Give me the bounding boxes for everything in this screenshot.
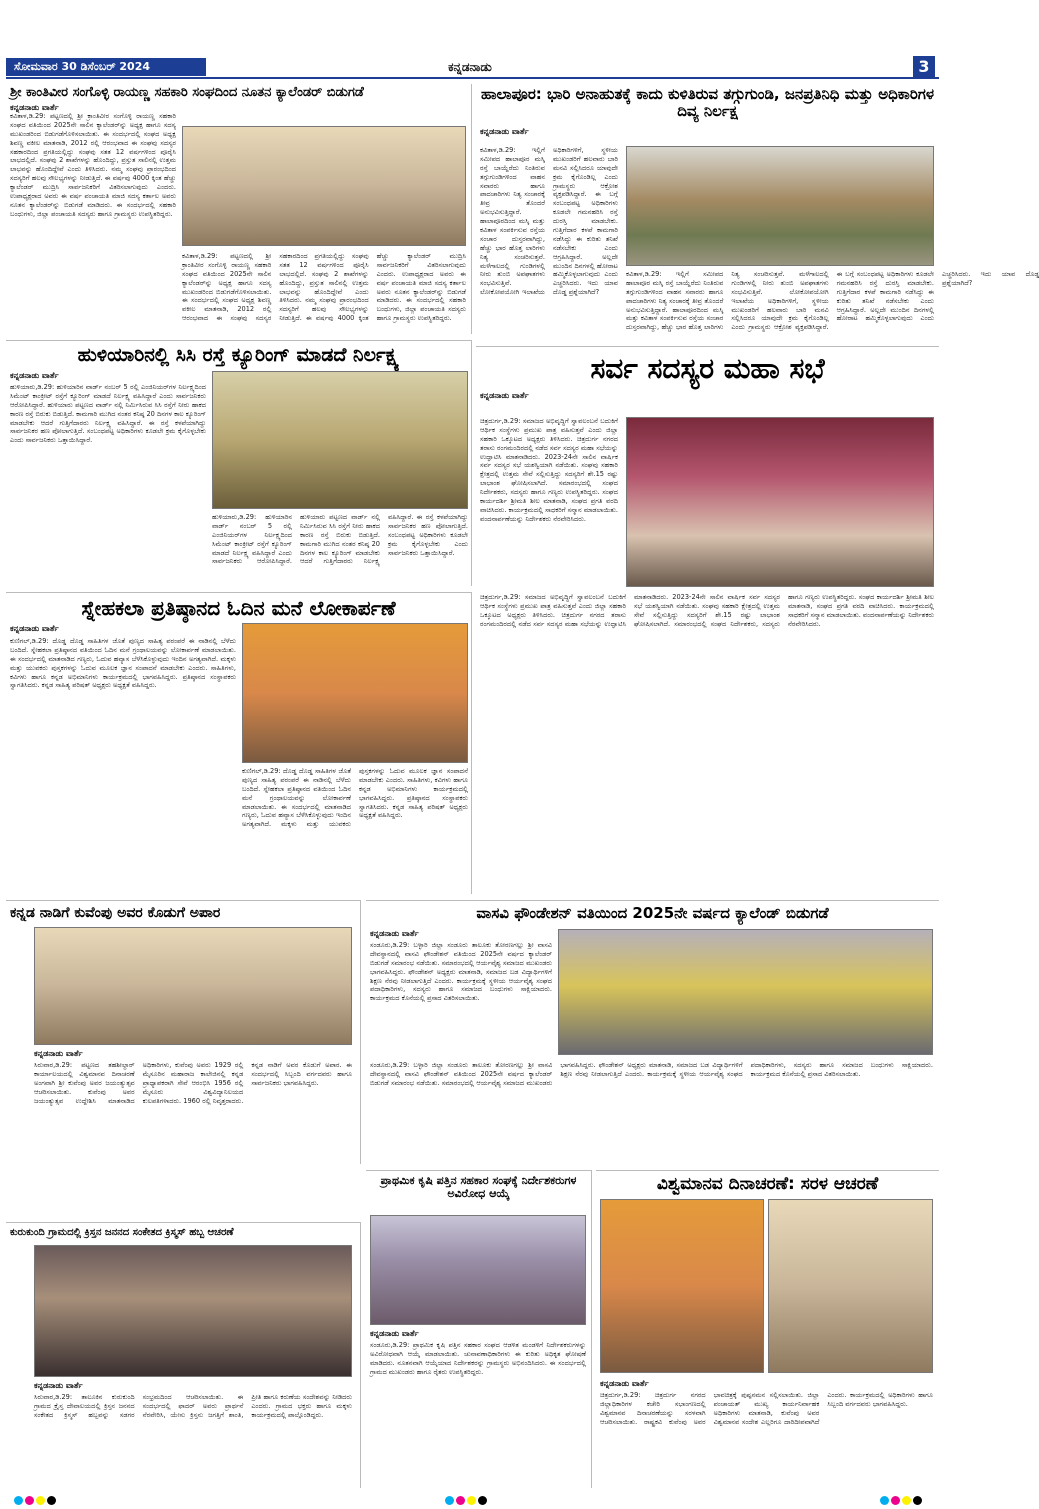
registration-marks-left: [14, 1490, 74, 1502]
article-body: ಸಂಡೂರು,ಡಿ.29: ಬಳ್ಳಾರಿ ಜಿಲ್ಲಾ ಸಂಡೂರು ತಾಲೂಕು ತೋರಣಗಲ್ಲು ಶ್ರೀ ವಾಸವಿ ದೇವಸ್ಥಾನದಲ್ಲಿ ವಾಸವಿ ಫೌಂಡೇಶನ್ ವತಿಯಿಂದ 2025ನೇ ವರ್ಷದ ಕ್ಯಾಲೆಂಡರ್ ಬಿಡುಗಡೆ ಸಮಾರಂಭ ನಡೆಯಿತು. ಸಮಾರಂಭದಲ್ಲಿ ಆರ್ಯವೈಶ್ಯ ಸಮಾಜದ ಮುಖಂಡರು ಭಾಗವಹಿಸಿದ್ದರು. ಫೌಂಡೇಶನ್ ಅಧ್ಯಕ್ಷರು ಮಾತನಾಡಿ, ಸಮಾಜದ ಬಡ ವಿದ್ಯಾರ್ಥಿಗಳಿಗೆ ಶಿಕ್ಷಣ ನೆರವು ನೀಡಲಾಗುತ್ತಿದೆ ಎಂದರು. ಕಾರ್ಯಕ್ರಮಕ್ಕೆ ಸ್ಥಳೀಯ ಆರ್ಯವೈಶ್ಯ ಸಂಘದ ಪದಾಧಿಕಾರಿಗಳು, ಸದಸ್ಯರು ಹಾಗೂ ಸಮಾಜದ ಬಂಧುಗಳು ಸಾಕ್ಷಿಯಾದರು. ಕಾರ್ಯಕ್ರಮದ ಕೊನೆಯಲ್ಲಿ ಪ್ರಸಾದ ವಿತರಿಸಲಾಯಿತು.: [370, 941, 552, 1003]
article-pacs-directors: [366, 1170, 592, 1488]
article-body-continued: ಚಿತ್ರದುರ್ಗ,ಡಿ.29: ಸಮಾಜದ ಅಭಿವೃದ್ಧಿಗೆ ಸ್ವಾವಲಂಬನೆ ಬದುಕಿಗೆ ಆರ್ಥಿಕ ಸಂಸ್ಥೆಗಳು ಪ್ರಮುಖ ಪಾತ್ರ ವಹಿಸುತ್ತವೆ ಎಂದು ಜಿಲ್ಲಾ ಸಹಕಾರಿ ಒಕ್ಕೂಟದ ಅಧ್ಯಕ್ಷರು ತಿಳಿಸಿದರು. ಚಿತ್ರದುರ್ಗ ನಗರದ ತರಾಸು ರಂಗಮಂದಿರದಲ್ಲಿ ನಡೆದ ಸರ್ವ ಸದಸ್ಯರ ಮಹಾ ಸಭೆಯನ್ನು ಉದ್ಘಾಟಿಸಿ ಮಾತನಾಡಿದರು. 2023-24ನೇ ಸಾಲಿನ ವಾರ್ಷಿಕ ಸರ್ವ ಸದಸ್ಯರ ಸಭೆ ಯಶಸ್ವಿಯಾಗಿ ನಡೆಯಿತು. ಸಂಘವು ಸಹಕಾರಿ ಕ್ಷೇತ್ರದಲ್ಲಿ ಉತ್ತಮ ಸೇವೆ ಸಲ್ಲಿಸುತ್ತಿದ್ದು ಸದಸ್ಯರಿಗೆ ಶೇ.15 ರಷ್ಟು ಲಾಭಾಂಶ ಘೋಷಿಸಲಾಗಿದೆ. ಸಮಾರಂಭದಲ್ಲಿ ಸಂಘದ ನಿರ್ದೇಶಕರು, ಸದಸ್ಯರು ಹಾಗೂ ಗಣ್ಯರು ಉಪಸ್ಥಿತರಿದ್ದರು. ಸಂಘದ ಕಾರ್ಯದರ್ಶಿ ಶ್ರೀಮತಿ ಶೀಲ ಮಾತನಾಡಿ, ಸಂಘದ ಪ್ರಗತಿ ವರದಿ ವಾಚಿಸಿದರು. ಕಾರ್ಯಕ್ರಮದಲ್ಲಿ ಸಾಧಕರಿಗೆ ಸನ್ಮಾನ ಮಾಡಲಾಯಿತು. ವಂದನಾರ್ಪಣೆಯನ್ನು ನಿರ್ದೇಶಕರು ನೆರವೇರಿಸಿದರು.: [480, 593, 935, 628]
article-vasavi-calendar: [366, 900, 939, 1164]
article-photo: [370, 1215, 586, 1325]
article-general-body-meeting: [476, 346, 939, 894]
article-christmas-kurukundi: [6, 1222, 361, 1488]
article-headline: ವಿಶ್ವಮಾನವ ದಿನಾಚರಣೆ: ಸರಳ ಆಚರಣೆ: [656, 1174, 879, 1194]
article-body: ಸಿರುವಾರ,ಡಿ.29: ಪಟ್ಟಣದ ತಹಶೀಲ್ದಾರ್ ಕಾರ್ಯಾಲಯದಲ್ಲಿ ವಿಶ್ವಮಾನವ ದಿನಾಚರಣೆ ಅಂಗವಾಗಿ ಶ್ರೀ ಕುವೆಂಪು ಅವರ ಜಯಂತ್ಯುತ್ಸವ ಆಚರಿಸಲಾಯಿತು. ಕುವೆಂಪು ಅವರ ಜಯಂತ್ಯುತ್ಸವ ಉದ್ದೇಶಿಸಿ ಮಾತನಾಡಿದ ಅಧಿಕಾರಿಗಳು, ಕುವೆಂಪು ಅವರು 1929 ರಲ್ಲಿ ಮೈಸೂರಿನ ಮಹಾರಾಜ ಕಾಲೇಜಿನಲ್ಲಿ ಕನ್ನಡ ಪ್ರಾಧ್ಯಾಪಕರಾಗಿ ಸೇವೆ ಆರಂಭಿಸಿ 1956 ರಲ್ಲಿ ಮೈಸೂರು ವಿಶ್ವವಿದ್ಯಾನಿಲಯದ ಕುಲಪತಿಗಳಾದರು. 1960 ರಲ್ಲಿ ನಿವೃತ್ತರಾದರು. ಕನ್ನಡ ನಾಡಿಗೆ ಅವರ ಕೊಡುಗೆ ಅಪಾರ. ಈ ಸಂದರ್ಭದಲ್ಲಿ ಸಿಬ್ಬಂದಿ ವರ್ಗದವರು ಹಾಗೂ ಸಾರ್ವಜನಿಕರು ಭಾಗವಹಿಸಿದ್ದರು.: [34, 1061, 352, 1105]
article-halapura-road: [476, 84, 1039, 342]
page-header: [0, 0, 945, 78]
article-byline: ಕನ್ನಡನಾಡು ವಾರ್ತೆ: [10, 624, 59, 633]
article-photo: [212, 371, 468, 509]
article-body-continued: ಕುಣಿಗಲ್,ಡಿ.29: ದೊಡ್ಡ ದೊಡ್ಡ ಸಾಹಿತಿಗಳ ಜೊತೆ ಪುಣ್ಯದ ಸಾಹಿತ್ಯ ಪರಂಪರೆ ಈ ನಾಡಿನಲ್ಲಿ ಬೆಳೆದು ಬಂದಿದೆ. ಸ್ನೇಹಕಲಾ ಪ್ರತಿಷ್ಠಾನದ ವತಿಯಿಂದ ಓದಿನ ಮನೆ ಗ್ರಂಥಾಲಯವನ್ನು ಲೋಕಾರ್ಪಣೆ ಮಾಡಲಾಯಿತು. ಈ ಸಂದರ್ಭದಲ್ಲಿ ಮಾತನಾಡಿದ ಗಣ್ಯರು, ಓದುವ ಹವ್ಯಾಸ ಬೆಳೆಸಿಕೊಳ್ಳುವುದು ಇಂದಿನ ಅಗತ್ಯವಾಗಿದೆ. ಮಕ್ಕಳು ಮತ್ತು ಯುವಕರು ಪುಸ್ತಕಗಳನ್ನು ಓದುವ ಮೂಲಕ ಜ್ಞಾನ ಸಂಪಾದನೆ ಮಾಡಬೇಕು ಎಂದರು. ಸಾಹಿತಿಗಳು, ಕವಿಗಳು ಹಾಗೂ ಕನ್ನಡ ಅಭಿಮಾನಿಗಳು ಕಾರ್ಯಕ್ರಮದಲ್ಲಿ ಭಾಗವಹಿಸಿದ್ದರು. ಪ್ರತಿಷ್ಠಾನದ ಸಂಸ್ಥಾಪಕರು ಸ್ವಾಗತಿಸಿದರು. ಕನ್ನಡ ಸಾಹಿತ್ಯ ಪರಿಷತ್ ಅಧ್ಯಕ್ಷರು ಅಧ್ಯಕ್ಷತೆ ವಹಿಸಿದ್ದರು.: [242, 767, 468, 829]
header-rule: [6, 77, 939, 79]
article-body: ಸಿರುವಾರ,ಡಿ.29: ತಾಲೂಕಿನ ಕುರುಕುಂದಿ ಗ್ರಾಮದ ಕ್ರೈಸ್ತ ದೇವಾಲಯದಲ್ಲಿ ಕ್ರಿಸ್ತನ ಜನನದ ಸಂಕೇತದ ಕ್ರಿಸ್ಮಸ್ ಹಬ್ಬವನ್ನು ಸಡಗರ ಸಂಭ್ರಮದಿಂದ ಆಚರಿಸಲಾಯಿತು. ಈ ಸಂದರ್ಭದಲ್ಲಿ ಫಾದರ್ ಅವರು ಪ್ರಾರ್ಥನೆ ನೆರವೇರಿಸಿ, ಯೇಸು ಕ್ರಿಸ್ತನು ಜಗತ್ತಿಗೆ ಶಾಂತಿ, ಪ್ರೀತಿ ಹಾಗೂ ಕರುಣೆಯ ಸಂದೇಶವನ್ನು ನೀಡಿದರು ಎಂದರು. ಗ್ರಾಮದ ಭಕ್ತರು ಹಾಗೂ ಮಕ್ಕಳು ಕಾರ್ಯಕ್ರಮದಲ್ಲಿ ಪಾಲ್ಗೊಂಡಿದ್ದರು.: [34, 1393, 352, 1419]
article-photo: [600, 1199, 764, 1373]
article-photo: [34, 1245, 352, 1377]
article-headline: ಸ್ನೇಹಕಲಾ ಪ್ರತಿಷ್ಠಾನದ ಓದಿನ ಮನೆ ಲೋಕಾರ್ಪಣೆ: [81, 596, 396, 620]
article-photo: [626, 146, 934, 266]
article-headline: ಹಾಲಾಪೂರ: ಭಾರಿ ಅನಾಹುತಕ್ಕೆ ಕಾದು ಕುಳಿತಿರುವ ತಗ್ಗುಗುಂಡಿ, ಜನಪ್ರತಿನಿಧಿ ಮತ್ತು ಅಧಿಕಾರಿಗಳ ದಿವ್ಯ ನಿರ್ಲಕ್ಷ: [480, 85, 935, 121]
article-byline: ಕನ್ನಡನಾಡು ವಾರ್ತೆ: [480, 126, 529, 136]
article-body: ಹುಳಿಯಾರು,ಡಿ.29: ಹುಳಿಯಾರಿನ ವಾರ್ಡ್ ನಂಬರ್ 5 ರಲ್ಲಿ ಎಂಜಿನಿಯರ್‌ಗಳ ನಿರ್ಲಕ್ಷ್ಯದಿಂದ ಸಿಮೆಂಟ್ ಕಾಂಕ್ರೀಟ್ ರಸ್ತೆಗೆ ಕ್ಯೂರಿಂಗ್ ಮಾಡದೆ ನಿರ್ಲಕ್ಷ್ಯ ವಹಿಸಿದ್ದಾರೆ ಎಂದು ಸಾರ್ವಜನಿಕರು ಆರೋಪಿಸಿದ್ದಾರೆ. ಹುಳಿಯಾರು ಪಟ್ಟಣದ ವಾರ್ಡ್ ನಲ್ಲಿ ನಿರ್ಮಿಸಿರುವ ಸಿಸಿ ರಸ್ತೆಗೆ ನೀರು ಹಾಕದ ಕಾರಣ ರಸ್ತೆ ಬಿರುಕು ಬಿಡುತ್ತಿದೆ. ಕಾಮಗಾರಿ ಮುಗಿದ ನಂತರ ಕನಿಷ್ಠ 20 ದಿನಗಳ ಕಾಲ ಕ್ಯೂರಿಂಗ್ ಮಾಡಬೇಕು ಆದರೆ ಗುತ್ತಿಗೆದಾರರು ನಿರ್ಲಕ್ಷ್ಯ ವಹಿಸಿದ್ದಾರೆ. ಈ ರಸ್ತೆ ಕಳಪೆಯಾಗಿದ್ದು ಸಾರ್ವಜನಿಕರ ಹಣ ಪೋಲಾಗುತ್ತಿದೆ. ಸಂಬಂಧಪಟ್ಟ ಅಧಿಕಾರಿಗಳು ಕೂಡಲೇ ಕ್ರಮ ಕೈಗೊಳ್ಳಬೇಕು ಎಂದು ಸಾರ್ವಜನಿಕರು ಒತ್ತಾಯಿಸಿದ್ದಾರೆ.: [10, 383, 206, 445]
article-body-continued: ಸಂಡೂರು,ಡಿ.29: ಬಳ್ಳಾರಿ ಜಿಲ್ಲಾ ಸಂಡೂರು ತಾಲೂಕು ತೋರಣಗಲ್ಲು ಶ್ರೀ ವಾಸವಿ ದೇವಸ್ಥಾನದಲ್ಲಿ ವಾಸವಿ ಫೌಂಡೇಶನ್ ವತಿಯಿಂದ 2025ನೇ ವರ್ಷದ ಕ್ಯಾಲೆಂಡರ್ ಬಿಡುಗಡೆ ಸಮಾರಂಭ ನಡೆಯಿತು. ಸಮಾರಂಭದಲ್ಲಿ ಆರ್ಯವೈಶ್ಯ ಸಮಾಜದ ಮುಖಂಡರು ಭಾಗವಹಿಸಿದ್ದರು. ಫೌಂಡೇಶನ್ ಅಧ್ಯಕ್ಷರು ಮಾತನಾಡಿ, ಸಮಾಜದ ಬಡ ವಿದ್ಯಾರ್ಥಿಗಳಿಗೆ ಶಿಕ್ಷಣ ನೆರವು ನೀಡಲಾಗುತ್ತಿದೆ ಎಂದರು. ಕಾರ್ಯಕ್ರಮಕ್ಕೆ ಸ್ಥಳೀಯ ಆರ್ಯವೈಶ್ಯ ಸಂಘದ ಪದಾಧಿಕಾರಿಗಳು, ಸದಸ್ಯರು ಹಾಗೂ ಸಮಾಜದ ಬಂಧುಗಳು ಸಾಕ್ಷಿಯಾದರು. ಕಾರ್ಯಕ್ರಮದ ಕೊನೆಯಲ್ಲಿ ಪ್ರಸಾದ ವಿತರಿಸಲಾಯಿತು.: [370, 1061, 933, 1087]
article-byline: ಕನ್ನಡನಾಡು ವಾರ್ತೆ: [370, 929, 419, 938]
article-byline: ಕನ್ನಡನಾಡು ವಾರ್ತೆ: [10, 370, 59, 380]
article-byline: ಕನ್ನಡನಾಡು ವಾರ್ತೆ: [10, 102, 59, 112]
masthead: ಕನ್ನಡನಾಡು: [448, 60, 492, 74]
article-photo-secondary: [768, 1199, 933, 1373]
article-byline: ಕನ್ನಡನಾಡು ವಾರ್ತೆ: [34, 1381, 83, 1390]
article-vishwamanava-day: [596, 1170, 939, 1488]
article-byline: ಕನ್ನಡನಾಡು ವಾರ್ತೆ: [600, 1379, 649, 1388]
article-photo: [242, 623, 468, 763]
article-byline: ಕನ್ನಡನಾಡು ವಾರ್ತೆ: [480, 391, 529, 401]
article-body: ಚಿತ್ರದುರ್ಗ,ಡಿ.29: ಚಿತ್ರದುರ್ಗ ನಗರದ ಜಿಲ್ಲಾಧಿಕಾರಿಗಳ ಕಚೇರಿ ಸಭಾಂಗಣದಲ್ಲಿ ವಿಶ್ವಮಾನವ ದಿನಾಚರಣೆಯನ್ನು ಸರಳವಾಗಿ ಆಚರಿಸಲಾಯಿತು. ರಾಷ್ಟ್ರಕವಿ ಕುವೆಂಪು ಅವರ ಭಾವಚಿತ್ರಕ್ಕೆ ಪುಷ್ಪನಮನ ಸಲ್ಲಿಸಲಾಯಿತು. ಜಿಲ್ಲಾ ಪಂಚಾಯತ್ ಮುಖ್ಯ ಕಾರ್ಯನಿರ್ವಾಹಕ ಅಧಿಕಾರಿಗಳು ಮಾತನಾಡಿ, ಕುವೆಂಪು ಅವರ ವಿಶ್ವಮಾನವ ಸಂದೇಶ ಎಲ್ಲರಿಗೂ ದಾರಿದೀಪವಾಗಿದೆ ಎಂದರು. ಕಾರ್ಯಕ್ರಮದಲ್ಲಿ ಅಧಿಕಾರಿಗಳು ಹಾಗೂ ಸಿಬ್ಬಂದಿ ವರ್ಗದವರು ಭಾಗವಹಿಸಿದ್ದರು.: [600, 1391, 933, 1426]
article-reading-house: [6, 592, 472, 894]
date-banner: ಸೋಮವಾರ 30 ಡಿಸೆಂಬರ್ 2024: [6, 58, 206, 76]
article-headline: ಹುಳಿಯಾರಿನಲ್ಲಿ ಸಿಸಿ ರಸ್ತೆ ಕ್ಯೂರಿಂಗ್ ಮಾಡದೆ ನಿರ್ಲಕ್ಷ್ಯ: [77, 344, 400, 366]
article-headline: ಶ್ರೀ ಕಾಂತಿವೀರ ಸಂಗೊಳ್ಳಿ ರಾಯಣ್ಣ ಸಹಕಾರಿ ಸಂಘದಿಂದ ನೂತನ ಕ್ಯಾಲೆಂಡರ್ ಬಿಡುಗಡೆ: [10, 85, 364, 100]
article-body: ಕವಿತಾಳ,ಡಿ.29: ಪಟ್ಟಣದಲ್ಲಿ ಶ್ರೀ ಕ್ರಾಂತಿವೀರ ಸಂಗೊಳ್ಳಿ ರಾಯಣ್ಣ ಸಹಕಾರಿ ಸಂಘದ ವತಿಯಿಂದ 2025ನೇ ಸಾಲಿನ ಕ್ಯಾಲೆಂಡರ್‌ನ್ನು ಅಧ್ಯಕ್ಷ ಹಾಗೂ ಸದಸ್ಯ ಮುಖಂಡರಿಂದ ಬಿಡುಗಡೆಗೊಳಿಸಲಾಯಿತು. ಈ ಸಂದರ್ಭದಲ್ಲಿ ಸಂಘದ ಅಧ್ಯಕ್ಷ ಶಿವಣ್ಣ ವಕೀಲ ಮಾತನಾಡಿ, 2012 ರಲ್ಲಿ ಆರಂಭವಾದ ಈ ಸಂಘವು ಸದಸ್ಯರ ಸಹಕಾರದಿಂದ ಪ್ರಗತಿಯಲ್ಲಿದ್ದು ಸಂಘವು ಸತತ 12 ವರ್ಷಗಳಿಂದ ಪೂರೈಸಿ ಲಾಭದಲ್ಲಿದೆ. ಸಂಘವು 2 ಶಾಖೆಗಳನ್ನು ಹೊಂದಿದ್ದು, ಪ್ರಸ್ತುತ ಸಾಲಿನಲ್ಲಿ ಉತ್ತಮ ಲಾಭವನ್ನು ಹೊಂದಿದ್ದೇವೆ ಎಂದು ತಿಳಿಸಿದರು. ನಮ್ಮ ಸಂಘವು ಪ್ರಾರಂಭದಿಂದ ಸದಸ್ಯರಿಗೆ ಹಲವು ಸೌಲಭ್ಯಗಳನ್ನು ನೀಡುತ್ತಿದೆ. ಈ ವರ್ಷವು 4000 ಕ್ಕಿಂತ ಹೆಚ್ಚು ಕ್ಯಾಲೆಂಡರ್ ಮುದ್ರಿಸಿ ಸಾರ್ವಜನಿಕರಿಗೆ ವಿತರಿಸಲಾಗುವುದು ಎಂದರು. ಉಪಾಧ್ಯಕ್ಷರಾದ ಅವರು ಈ ವರ್ಷ ಪಂಚಾಯತಿ ಮಾಜಿ ಸದಸ್ಯ ಕರ್ತಾಲ ಅವರು ನೂತನ ಕ್ಯಾಲೆಂಡರ್‌ನ್ನು ಬಿಡುಗಡೆ ಮಾಡಿದರು. ಈ ಸಂದರ್ಭದಲ್ಲಿ ಸಹಕಾರಿ ಬಂಧುಗಳು, ಜಿಲ್ಲಾ ಪಂಚಾಯತಿ ಸದಸ್ಯರು ಹಾಗೂ ಗ್ರಾಮಸ್ಥರು ಉಪಸ್ಥಿತರಿದ್ದರು.: [10, 112, 176, 218]
article-kuvempu-contribution: [6, 900, 361, 1164]
article-body: ಕವಿತಾಳ,ಡಿ.29: ಇಲ್ಲಿಗೆ ಸಮೀಪದ ಹಾಲಾಪೂರ ಮಸ್ಕಿ ರಸ್ತೆ ಬಾಯ್ದೆರೆದು ನಿಂತಿರುವ ತಗ್ಗುಗುಂಡಿಗಳಿಂದ ವಾಹನ ಸವಾರರು ಹಾಗೂ ಪಾದಚಾರಿಗಳು ನಿತ್ಯ ಸಂಚಾರಕ್ಕೆ ತೀವ್ರ ತೊಂದರೆ ಅನುಭವಿಸುತ್ತಿದ್ದಾರೆ. ಹಾಲಾಪೂರದಿಂದ ಮಸ್ಕಿ ಮತ್ತು ಕವಿತಾಳ ಸಂಪರ್ಕಿಸುವ ರಸ್ತೆಯ ಸಂಚಾರ ದುಸ್ತರವಾಗಿದ್ದು, ಹೆಚ್ಚು ಭಾರ ಹೊತ್ತ ಲಾರಿಗಳು ನಿತ್ಯ ಸಂಚರಿಸುತ್ತವೆ. ಮಳೆಗಾಲದಲ್ಲಿ ಗುಂಡಿಗಳಲ್ಲಿ ನೀರು ತುಂಬಿ ಅಪಘಾತಗಳು ಸಂಭವಿಸುತ್ತಿವೆ. ಲೋಕೋಪಯೋಗಿ ಇಲಾಖೆಯ ಅಧಿಕಾರಿಗಳಿಗೆ, ಸ್ಥಳೀಯ ಮುಖಂಡರಿಗೆ ಹಲವಾರು ಬಾರಿ ಮನವಿ ಸಲ್ಲಿಸಿದರೂ ಯಾವುದೇ ಕ್ರಮ ಕೈಗೊಂಡಿಲ್ಲ ಎಂದು ಗ್ರಾಮಸ್ಥರು ಆಕ್ರೋಶ ವ್ಯಕ್ತಪಡಿಸಿದ್ದಾರೆ. ಈ ಬಗ್ಗೆ ಸಂಬಂಧಪಟ್ಟ ಅಧಿಕಾರಿಗಳು ಕೂಡಲೇ ಗಮನಹರಿಸಿ ರಸ್ತೆ ದುರಸ್ತಿ ಮಾಡಬೇಕು. ಗುತ್ತಿಗೆದಾರ ಕಳಪೆ ಕಾಮಗಾರಿ ನಡೆಸಿದ್ದು ಈ ಕುರಿತು ತನಿಖೆ ನಡೆಸಬೇಕು ಎಂದು ಆಗ್ರಹಿಸಿದ್ದಾರೆ. ಅಲ್ಲದೇ ಮುಂದಿನ ದಿನಗಳಲ್ಲಿ ಹೋರಾಟ ಹಮ್ಮಿಕೊಳ್ಳಲಾಗುವುದು ಎಂದು ಎಚ್ಚರಿಸಿದರು. ಇದು ಯಾವ ದೊಡ್ಡ ಪ್ರಶ್ನೆಯಾಗಿದೆ?: [480, 146, 618, 297]
article-headline: ಪ್ರಾಥಮಿಕ ಕೃಷಿ ಪತ್ತಿನ ಸಹಕಾರ ಸಂಘಕ್ಕೆ ನಿರ್ದೇಶಕರುಗಳ ಅವಿರೋಧ ಆಯ್ಕೆ: [380, 1174, 577, 1200]
article-calendar-sangolli: [6, 84, 472, 334]
article-headline: ಕನ್ನಡ ನಾಡಿಗೆ ಕುವೆಂಪು ಅವರ ಕೊಡುಗೆ ಅಪಾರ: [10, 905, 221, 921]
article-body-continued: ಹುಳಿಯಾರು,ಡಿ.29: ಹುಳಿಯಾರಿನ ವಾರ್ಡ್ ನಂಬರ್ 5 ರಲ್ಲಿ ಎಂಜಿನಿಯರ್‌ಗಳ ನಿರ್ಲಕ್ಷ್ಯದಿಂದ ಸಿಮೆಂಟ್ ಕಾಂಕ್ರೀಟ್ ರಸ್ತೆಗೆ ಕ್ಯೂರಿಂಗ್ ಮಾಡದೆ ನಿರ್ಲಕ್ಷ್ಯ ವಹಿಸಿದ್ದಾರೆ ಎಂದು ಸಾರ್ವಜನಿಕರು ಆರೋಪಿಸಿದ್ದಾರೆ. ಹುಳಿಯಾರು ಪಟ್ಟಣದ ವಾರ್ಡ್ ನಲ್ಲಿ ನಿರ್ಮಿಸಿರುವ ಸಿಸಿ ರಸ್ತೆಗೆ ನೀರು ಹಾಕದ ಕಾರಣ ರಸ್ತೆ ಬಿರುಕು ಬಿಡುತ್ತಿದೆ. ಕಾಮಗಾರಿ ಮುಗಿದ ನಂತರ ಕನಿಷ್ಠ 20 ದಿನಗಳ ಕಾಲ ಕ್ಯೂರಿಂಗ್ ಮಾಡಬೇಕು ಆದರೆ ಗುತ್ತಿಗೆದಾರರು ನಿರ್ಲಕ್ಷ್ಯ ವಹಿಸಿದ್ದಾರೆ. ಈ ರಸ್ತೆ ಕಳಪೆಯಾಗಿದ್ದು ಸಾರ್ವಜನಿಕರ ಹಣ ಪೋಲಾಗುತ್ತಿದೆ. ಸಂಬಂಧಪಟ್ಟ ಅಧಿಕಾರಿಗಳು ಕೂಡಲೇ ಕ್ರಮ ಕೈಗೊಳ್ಳಬೇಕು ಎಂದು ಸಾರ್ವಜನಿಕರು ಒತ್ತಾಯಿಸಿದ್ದಾರೆ.: [212, 513, 468, 566]
article-photo: [34, 927, 352, 1045]
article-byline: ಕನ್ನಡನಾಡು ವಾರ್ತೆ: [34, 1049, 83, 1058]
article-headline: ಸರ್ವ ಸದಸ್ಯರ ಮಹಾ ಸಭೆ: [590, 352, 825, 385]
article-byline: ಕನ್ನಡನಾಡು ವಾರ್ತೆ: [370, 1329, 419, 1338]
page-number: 3: [913, 56, 935, 78]
article-body-continued: ಕವಿತಾಳ,ಡಿ.29: ಇಲ್ಲಿಗೆ ಸಮೀಪದ ಹಾಲಾಪೂರ ಮಸ್ಕಿ ರಸ್ತೆ ಬಾಯ್ದೆರೆದು ನಿಂತಿರುವ ತಗ್ಗುಗುಂಡಿಗಳಿಂದ ವಾಹನ ಸವಾರರು ಹಾಗೂ ಪಾದಚಾರಿಗಳು ನಿತ್ಯ ಸಂಚಾರಕ್ಕೆ ತೀವ್ರ ತೊಂದರೆ ಅನುಭವಿಸುತ್ತಿದ್ದಾರೆ. ಹಾಲಾಪೂರದಿಂದ ಮಸ್ಕಿ ಮತ್ತು ಕವಿತಾಳ ಸಂಪರ್ಕಿಸುವ ರಸ್ತೆಯ ಸಂಚಾರ ದುಸ್ತರವಾಗಿದ್ದು, ಹೆಚ್ಚು ಭಾರ ಹೊತ್ತ ಲಾರಿಗಳು ನಿತ್ಯ ಸಂಚರಿಸುತ್ತವೆ. ಮಳೆಗಾಲದಲ್ಲಿ ಗುಂಡಿಗಳಲ್ಲಿ ನೀರು ತುಂಬಿ ಅಪಘಾತಗಳು ಸಂಭವಿಸುತ್ತಿವೆ. ಲೋಕೋಪಯೋಗಿ ಇಲಾಖೆಯ ಅಧಿಕಾರಿಗಳಿಗೆ, ಸ್ಥಳೀಯ ಮುಖಂಡರಿಗೆ ಹಲವಾರು ಬಾರಿ ಮನವಿ ಸಲ್ಲಿಸಿದರೂ ಯಾವುದೇ ಕ್ರಮ ಕೈಗೊಂಡಿಲ್ಲ ಎಂದು ಗ್ರಾಮಸ್ಥರು ಆಕ್ರೋಶ ವ್ಯಕ್ತಪಡಿಸಿದ್ದಾರೆ. ಈ ಬಗ್ಗೆ ಸಂಬಂಧಪಟ್ಟ ಅಧಿಕಾರಿಗಳು ಕೂಡಲೇ ಗಮನಹರಿಸಿ ರಸ್ತೆ ದುರಸ್ತಿ ಮಾಡಬೇಕು. ಗುತ್ತಿಗೆದಾರ ಕಳಪೆ ಕಾಮಗಾರಿ ನಡೆಸಿದ್ದು ಈ ಕುರಿತು ತನಿಖೆ ನಡೆಸಬೇಕು ಎಂದು ಆಗ್ರಹಿಸಿದ್ದಾರೆ. ಅಲ್ಲದೇ ಮುಂದಿನ ದಿನಗಳಲ್ಲಿ ಹೋರಾಟ ಹಮ್ಮಿಕೊಳ್ಳಲಾಗುವುದು ಎಂದು ಎಚ್ಚರಿಸಿದರು. ಇದು ಯಾವ ದೊಡ್ಡ ಪ್ರಶ್ನೆಯಾಗಿದೆ?: [626, 270, 1039, 332]
article-photo: [182, 126, 466, 246]
article-body-continued: ಕವಿತಾಳ,ಡಿ.29: ಪಟ್ಟಣದಲ್ಲಿ ಶ್ರೀ ಕ್ರಾಂತಿವೀರ ಸಂಗೊಳ್ಳಿ ರಾಯಣ್ಣ ಸಹಕಾರಿ ಸಂಘದ ವತಿಯಿಂದ 2025ನೇ ಸಾಲಿನ ಕ್ಯಾಲೆಂಡರ್‌ನ್ನು ಅಧ್ಯಕ್ಷ ಹಾಗೂ ಸದಸ್ಯ ಮುಖಂಡರಿಂದ ಬಿಡುಗಡೆಗೊಳಿಸಲಾಯಿತು. ಈ ಸಂದರ್ಭದಲ್ಲಿ ಸಂಘದ ಅಧ್ಯಕ್ಷ ಶಿವಣ್ಣ ವಕೀಲ ಮಾತನಾಡಿ, 2012 ರಲ್ಲಿ ಆರಂಭವಾದ ಈ ಸಂಘವು ಸದಸ್ಯರ ಸಹಕಾರದಿಂದ ಪ್ರಗತಿಯಲ್ಲಿದ್ದು ಸಂಘವು ಸತತ 12 ವರ್ಷಗಳಿಂದ ಪೂರೈಸಿ ಲಾಭದಲ್ಲಿದೆ. ಸಂಘವು 2 ಶಾಖೆಗಳನ್ನು ಹೊಂದಿದ್ದು, ಪ್ರಸ್ತುತ ಸಾಲಿನಲ್ಲಿ ಉತ್ತಮ ಲಾಭವನ್ನು ಹೊಂದಿದ್ದೇವೆ ಎಂದು ತಿಳಿಸಿದರು. ನಮ್ಮ ಸಂಘವು ಪ್ರಾರಂಭದಿಂದ ಸದಸ್ಯರಿಗೆ ಹಲವು ಸೌಲಭ್ಯಗಳನ್ನು ನೀಡುತ್ತಿದೆ. ಈ ವರ್ಷವು 4000 ಕ್ಕಿಂತ ಹೆಚ್ಚು ಕ್ಯಾಲೆಂಡರ್ ಮುದ್ರಿಸಿ ಸಾರ್ವಜನಿಕರಿಗೆ ವಿತರಿಸಲಾಗುವುದು ಎಂದರು. ಉಪಾಧ್ಯಕ್ಷರಾದ ಅವರು ಈ ವರ್ಷ ಪಂಚಾಯತಿ ಮಾಜಿ ಸದಸ್ಯ ಕರ್ತಾಲ ಅವರು ನೂತನ ಕ್ಯಾಲೆಂಡರ್‌ನ್ನು ಬಿಡುಗಡೆ ಮಾಡಿದರು. ಈ ಸಂದರ್ಭದಲ್ಲಿ ಸಹಕಾರಿ ಬಂಧುಗಳು, ಜಿಲ್ಲಾ ಪಂಚಾಯತಿ ಸದಸ್ಯರು ಹಾಗೂ ಗ್ರಾಮಸ್ಥರು ಉಪಸ್ಥಿತರಿದ್ದರು.: [182, 252, 466, 323]
article-photo: [626, 417, 934, 587]
article-headline: ವಾಸವಿ ಫೌಂಡೇಶನ್ ವತಿಯಿಂದ 2025ನೇ ವರ್ಷದ ಕ್ಯಾಲೆಂಡ್ ಬಿಡುಗಡೆ: [476, 904, 829, 922]
article-headline: ಕುರುಕುಂದಿ ಗ್ರಾಮದಲ್ಲಿ ಕ್ರಿಸ್ತನ ಜನನದ ಸಂಕೇತದ ಕ್ರಿಸ್ಮಸ್ ಹಬ್ಬ ಆಚರಣೆ: [10, 1227, 234, 1238]
registration-marks-center: [445, 1490, 505, 1502]
article-photo: [558, 929, 933, 1055]
article-body: ಚಿತ್ರದುರ್ಗ,ಡಿ.29: ಸಮಾಜದ ಅಭಿವೃದ್ಧಿಗೆ ಸ್ವಾವಲಂಬನೆ ಬದುಕಿಗೆ ಆರ್ಥಿಕ ಸಂಸ್ಥೆಗಳು ಪ್ರಮುಖ ಪಾತ್ರ ವಹಿಸುತ್ತವೆ ಎಂದು ಜಿಲ್ಲಾ ಸಹಕಾರಿ ಒಕ್ಕೂಟದ ಅಧ್ಯಕ್ಷರು ತಿಳಿಸಿದರು. ಚಿತ್ರದುರ್ಗ ನಗರದ ತರಾಸು ರಂಗಮಂದಿರದಲ್ಲಿ ನಡೆದ ಸರ್ವ ಸದಸ್ಯರ ಮಹಾ ಸಭೆಯನ್ನು ಉದ್ಘಾಟಿಸಿ ಮಾತನಾಡಿದರು. 2023-24ನೇ ಸಾಲಿನ ವಾರ್ಷಿಕ ಸರ್ವ ಸದಸ್ಯರ ಸಭೆ ಯಶಸ್ವಿಯಾಗಿ ನಡೆಯಿತು. ಸಂಘವು ಸಹಕಾರಿ ಕ್ಷೇತ್ರದಲ್ಲಿ ಉತ್ತಮ ಸೇವೆ ಸಲ್ಲಿಸುತ್ತಿದ್ದು ಸದಸ್ಯರಿಗೆ ಶೇ.15 ರಷ್ಟು ಲಾಭಾಂಶ ಘೋಷಿಸಲಾಗಿದೆ. ಸಮಾರಂಭದಲ್ಲಿ ಸಂಘದ ನಿರ್ದೇಶಕರು, ಸದಸ್ಯರು ಹಾಗೂ ಗಣ್ಯರು ಉಪಸ್ಥಿತರಿದ್ದರು. ಸಂಘದ ಕಾರ್ಯದರ್ಶಿ ಶ್ರೀಮತಿ ಶೀಲ ಮಾತನಾಡಿ, ಸಂಘದ ಪ್ರಗತಿ ವರದಿ ವಾಚಿಸಿದರು. ಕಾರ್ಯಕ್ರಮದಲ್ಲಿ ಸಾಧಕರಿಗೆ ಸನ್ಮಾನ ಮಾಡಲಾಯಿತು. ವಂದನಾರ್ಪಣೆಯನ್ನು ನಿರ್ದೇಶಕರು ನೆರವೇರಿಸಿದರು.: [480, 417, 618, 523]
registration-marks-right: [880, 1490, 940, 1502]
article-body: ಕುಣಿಗಲ್,ಡಿ.29: ದೊಡ್ಡ ದೊಡ್ಡ ಸಾಹಿತಿಗಳ ಜೊತೆ ಪುಣ್ಯದ ಸಾಹಿತ್ಯ ಪರಂಪರೆ ಈ ನಾಡಿನಲ್ಲಿ ಬೆಳೆದು ಬಂದಿದೆ. ಸ್ನೇಹಕಲಾ ಪ್ರತಿಷ್ಠಾನದ ವತಿಯಿಂದ ಓದಿನ ಮನೆ ಗ್ರಂಥಾಲಯವನ್ನು ಲೋಕಾರ್ಪಣೆ ಮಾಡಲಾಯಿತು. ಈ ಸಂದರ್ಭದಲ್ಲಿ ಮಾತನಾಡಿದ ಗಣ್ಯರು, ಓದುವ ಹವ್ಯಾಸ ಬೆಳೆಸಿಕೊಳ್ಳುವುದು ಇಂದಿನ ಅಗತ್ಯವಾಗಿದೆ. ಮಕ್ಕಳು ಮತ್ತು ಯುವಕರು ಪುಸ್ತಕಗಳನ್ನು ಓದುವ ಮೂಲಕ ಜ್ಞಾನ ಸಂಪಾದನೆ ಮಾಡಬೇಕು ಎಂದರು. ಸಾಹಿತಿಗಳು, ಕವಿಗಳು ಹಾಗೂ ಕನ್ನಡ ಅಭಿಮಾನಿಗಳು ಕಾರ್ಯಕ್ರಮದಲ್ಲಿ ಭಾಗವಹಿಸಿದ್ದರು. ಪ್ರತಿಷ್ಠಾನದ ಸಂಸ್ಥಾಪಕರು ಸ್ವಾಗತಿಸಿದರು. ಕನ್ನಡ ಸಾಹಿತ್ಯ ಪರಿಷತ್ ಅಧ್ಯಕ್ಷರು ಅಧ್ಯಕ್ಷತೆ ವಹಿಸಿದ್ದರು.: [10, 637, 236, 690]
article-huliyar-cc-road: [6, 340, 472, 586]
article-body: ಸಂಡೂರು,ಡಿ.29: ಪ್ರಾಥಮಿಕ ಕೃಷಿ ಪತ್ತಿನ ಸಹಕಾರ ಸಂಘದ ಆಡಳಿತ ಮಂಡಳಿಗೆ ನಿರ್ದೇಶಕರುಗಳನ್ನು ಅವಿರೋಧವಾಗಿ ಆಯ್ಕೆ ಮಾಡಲಾಯಿತು. ಚುನಾವಣಾಧಿಕಾರಿಗಳು ಈ ಕುರಿತು ಅಧಿಕೃತ ಘೋಷಣೆ ಮಾಡಿದರು. ನೂತನವಾಗಿ ಆಯ್ಕೆಯಾದ ನಿರ್ದೇಶಕರನ್ನು ಗ್ರಾಮಸ್ಥರು ಅಭಿನಂದಿಸಿದರು. ಈ ಸಂದರ್ಭದಲ್ಲಿ ಗ್ರಾಮದ ಮುಖಂಡರು ಹಾಗೂ ರೈತರು ಉಪಸ್ಥಿತರಿದ್ದರು.: [370, 1341, 586, 1376]
